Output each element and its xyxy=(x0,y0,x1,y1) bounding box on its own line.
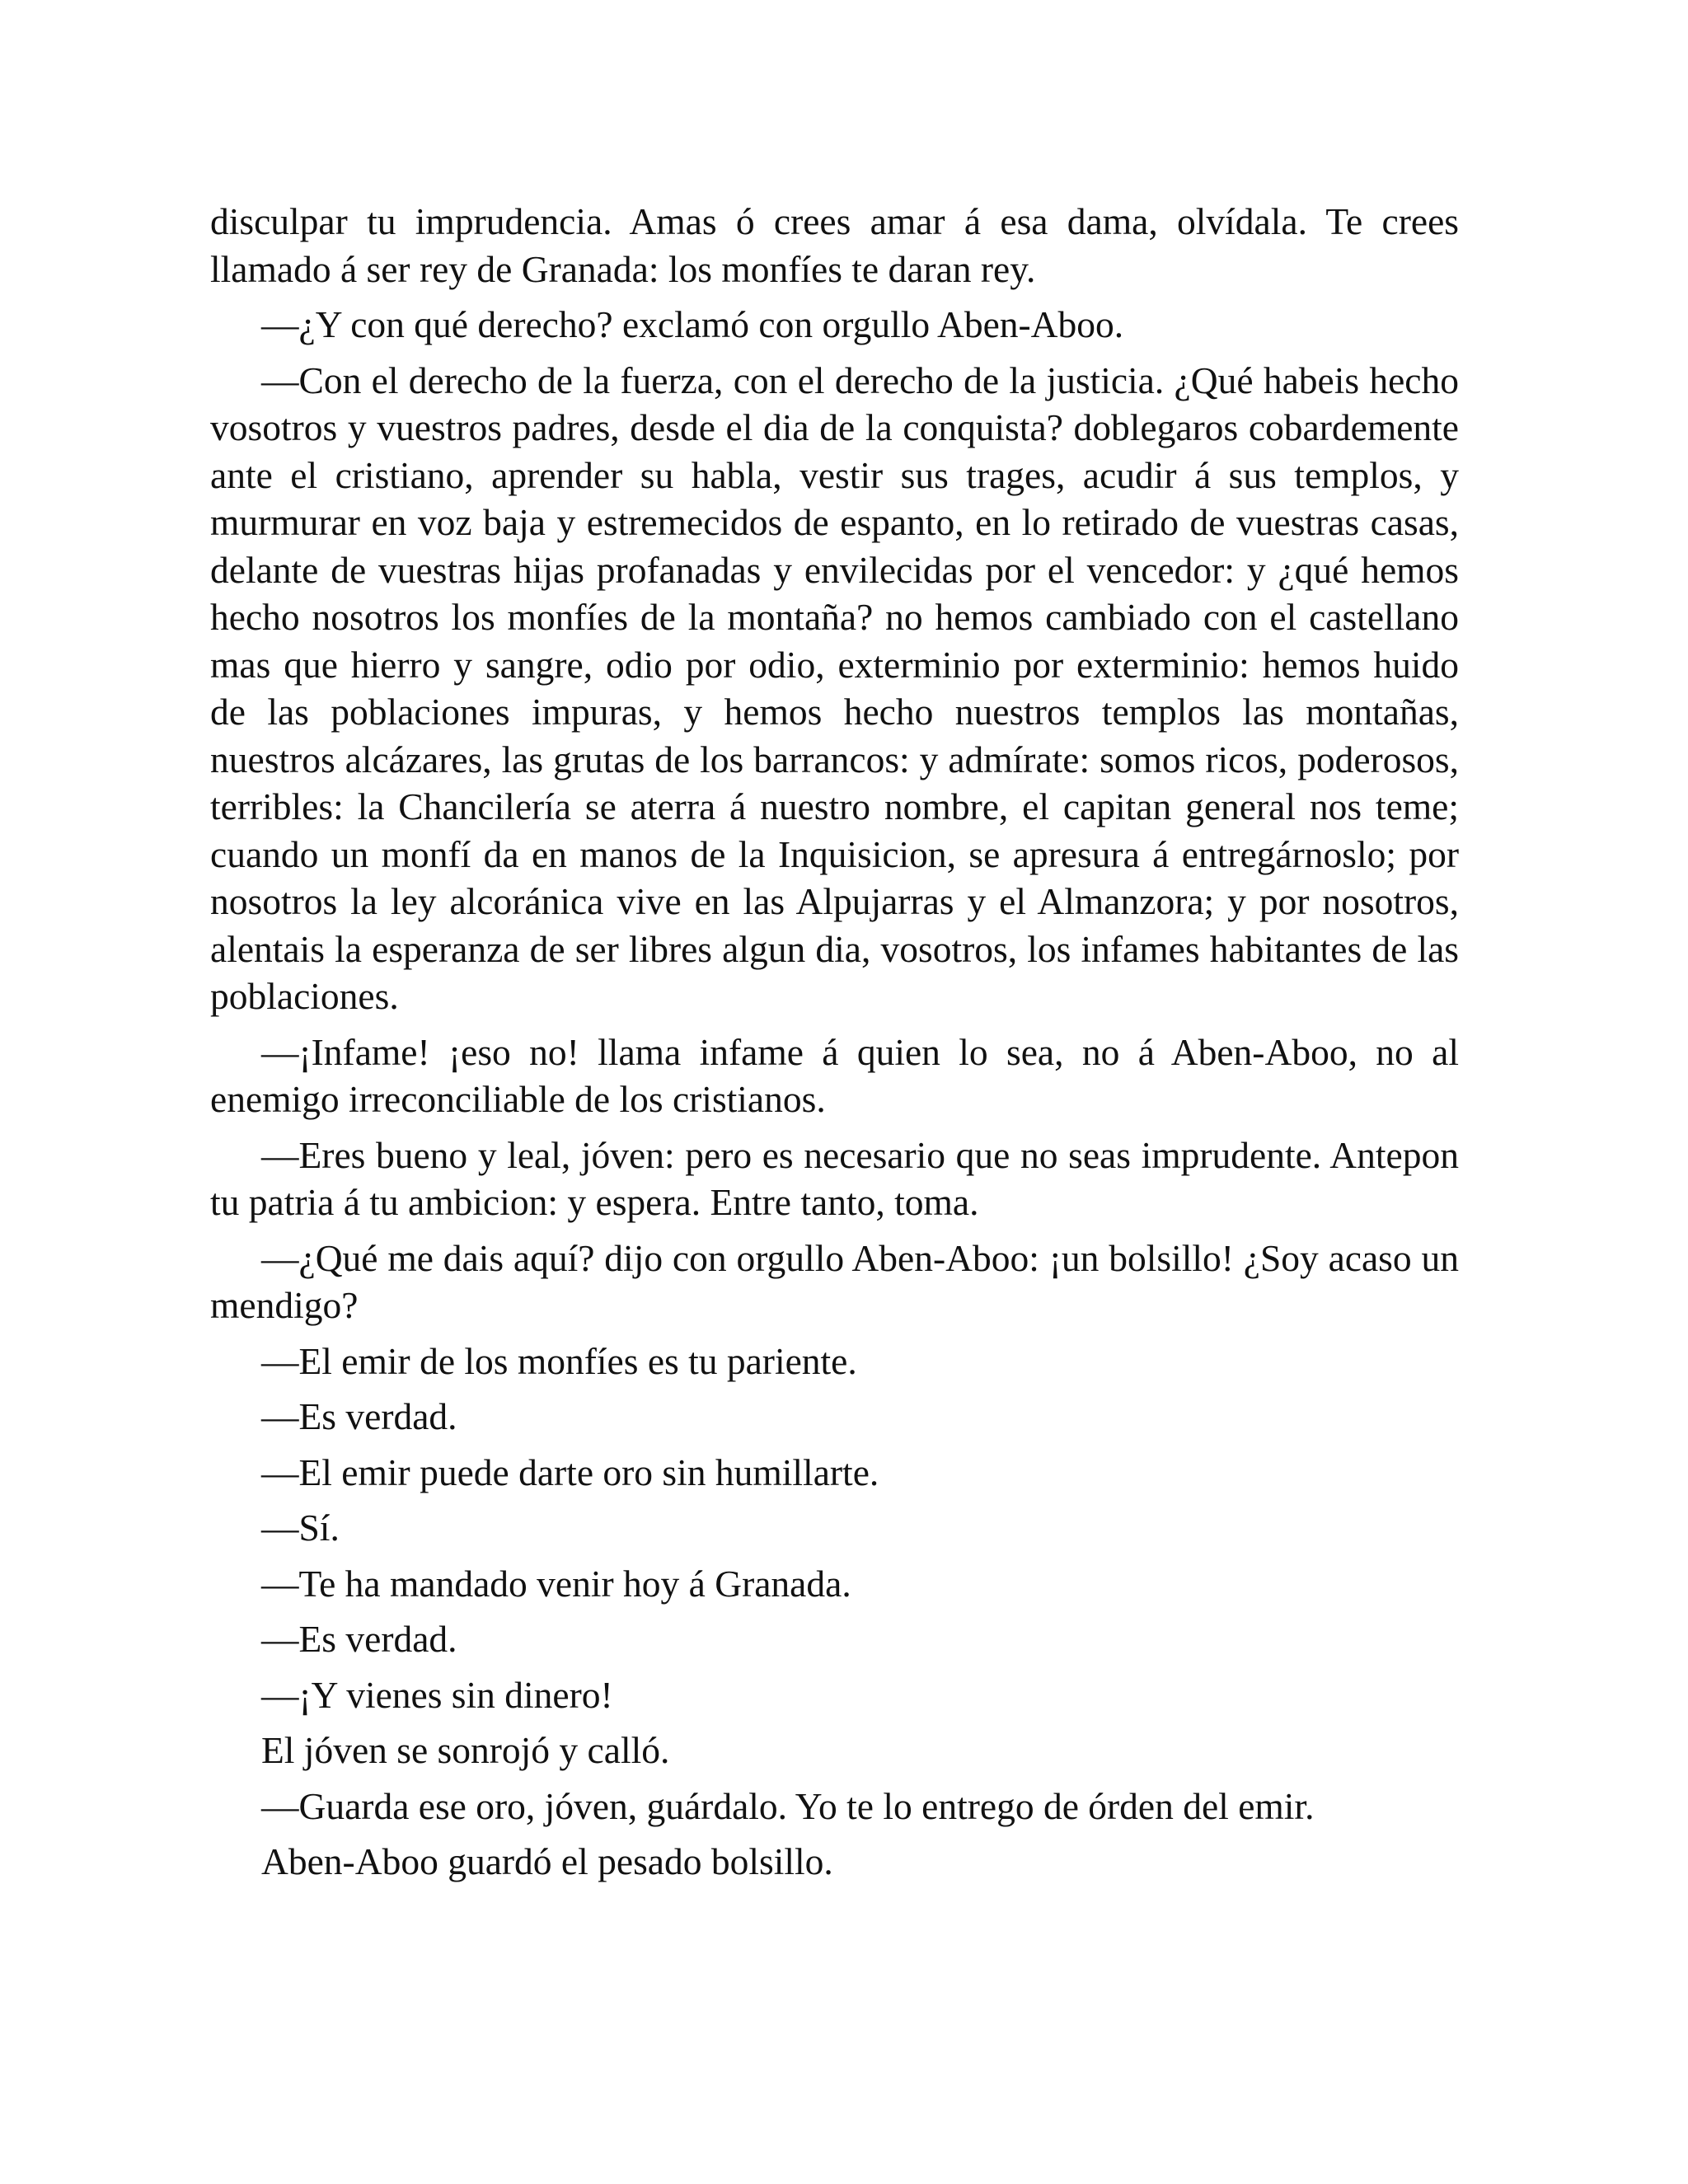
paragraph-14: El jóven se sonrojó y calló. xyxy=(261,1729,670,1771)
paragraph-15: —Guarda ese oro, jóven, guárdalo. Yo te lo entrego de órden del emir. xyxy=(261,1784,1315,1827)
paragraph-16: Aben-Aboo guardó el pesado bolsillo. xyxy=(261,1840,833,1882)
paragraph-6: —¿Qué me dais aquí? dijo con orgullo Aben-Aboo: ¡un bolsillo! ¿Soy acaso un mendigo? xyxy=(210,1236,1459,1326)
paragraph-9: —El emir puede darte oro sin humillarte. xyxy=(261,1451,879,1493)
paragraph-11: —Te ha mandado venir hoy á Granada. xyxy=(261,1562,851,1605)
page-body xyxy=(210,198,1459,1894)
paragraph-5: —Eres bueno y leal, jóven: pero es necesario que no seas imprudente. Antepon tu patria á tu ambicion: y espera. Entre tanto, toma. xyxy=(210,1133,1459,1223)
paragraph-4: —¡Infame! ¡eso no! llama infame á quien lo sea, no á Aben-Aboo, no al enemigo irreconciliable de los cristianos. xyxy=(210,1030,1459,1120)
paragraph-13: —¡Y vienes sin dinero! xyxy=(261,1673,613,1716)
paragraph-2: —¿Y con qué derecho? exclamó con orgullo Aben-Aboo. xyxy=(261,303,1124,345)
paragraph-1: disculpar tu imprudencia. Amas ó crees amar á esa dama, olvídala. Te crees llamado á ser rey de Granada: los monfíes te daran rey. xyxy=(210,200,1459,290)
paragraph-3: —Con el derecho de la fuerza, con el derecho de la justicia. ¿Qué habeis hecho vosotros y vuestros padres, desde el dia de la conquista? doblegaros cobardemente ante el cristiano, aprender su habla, vestir sus trages, acudir á sus templos, y murmurar en voz baja y estremecidos de espanto, en lo retirado de vuestras casas, delante de vuestras hijas profanadas y envilecidas por el vencedor: y ¿qué hemos hecho nosotros los monfíes de la montaña? no hemos cambiado con el castellano mas que hierro y sangre, odio por odio, exterminio por exterminio: hemos huido de las poblaciones impuras, y hemos hecho nuestros templos las montañas, nuestros alcázares, las grutas de los barrancos: y admírate: somos ricos, poderosos, terribles: la Chancilería se aterra á nuestro nombre, el capitan general nos teme; cuando un monfí da en manos de la Inquisicion, se apresura á entregárnoslo; por nosotros la ley alcoránica vive en las Alpujarras y el Almanzora; y por nosotros, alentais la esperanza de ser libres algun dia, vosotros, los infames habitantes de las poblaciones. xyxy=(210,359,1459,1017)
paragraph-7: —El emir de los monfíes es tu pariente. xyxy=(261,1339,857,1382)
paragraph-8: —Es verdad. xyxy=(261,1395,457,1437)
paragraph-10: —Sí. xyxy=(261,1507,340,1549)
paragraph-12: —Es verdad. xyxy=(261,1618,457,1660)
